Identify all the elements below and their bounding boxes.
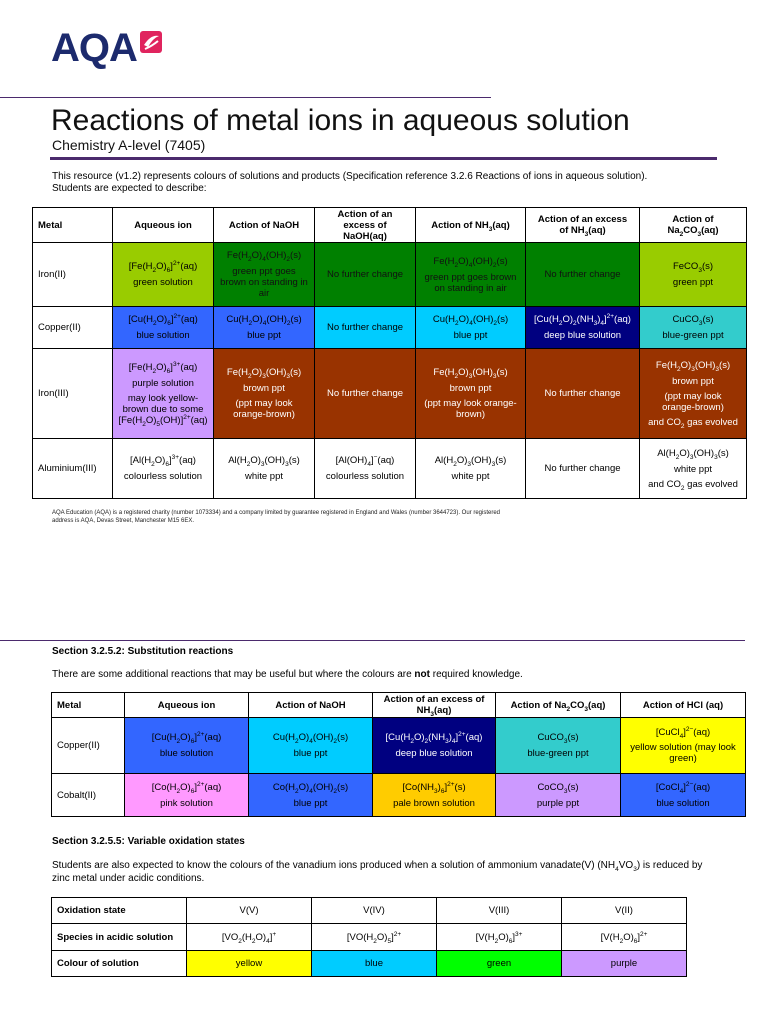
header-line: excess of <box>343 219 387 231</box>
na2co3-cell <box>496 774 621 817</box>
cell-desc: blue solution <box>656 797 710 809</box>
excess-naoh-cell: No further change <box>315 307 416 349</box>
cell-desc: white ppt <box>244 471 284 482</box>
formula: [CuCl$_4$]$^{2-}$(aq) <box>655 725 711 740</box>
formula: $[Co(NH_3)_6]^{2+}(s)$ <box>402 780 466 795</box>
table-header-row <box>33 208 747 243</box>
section-text: There are some additional reactions that may be useful but where the colours are <box>52 669 415 680</box>
oxidation-state-cell: V(IV) <box>312 898 437 924</box>
na2co3-cell <box>640 439 747 499</box>
cell-desc: pale brown solution <box>393 797 475 809</box>
substitution-table <box>51 692 746 817</box>
header-text: (aq) <box>588 699 606 711</box>
species-cell: $[V(H_2O)_6]^{3+}$ <box>437 924 562 951</box>
cell-desc: brown ppt <box>449 383 492 394</box>
cell-desc: (ppt may look <box>235 398 293 409</box>
cell-desc: green ppt goes brown <box>424 271 517 283</box>
table-row-copper-ii <box>52 718 746 774</box>
header-nh3 <box>416 208 526 243</box>
footnote-line: address is AQA, Devas Street, Manchester M15 6EX. <box>52 518 195 524</box>
formula: $[Al(H_2O)_6]^{3+}(aq)$ <box>130 453 196 468</box>
table-row-colour <box>52 951 687 977</box>
cell-desc: purple solution <box>132 377 194 389</box>
table-row-cobalt-ii <box>52 774 746 817</box>
cell-desc: blue ppt <box>293 797 328 809</box>
formula: $Cu(H_2O)_4(OH)_2(s)$ <box>226 314 302 327</box>
subscript: 2 <box>566 705 571 713</box>
cell-desc: blue ppt <box>247 330 281 341</box>
colour-cell: green <box>437 951 562 977</box>
header-metal: Metal <box>33 208 113 243</box>
header-line: Action of an excess <box>537 214 628 225</box>
excess-naoh-cell <box>315 439 416 499</box>
vanadium-table <box>51 897 687 977</box>
header-line: Action of <box>672 214 714 225</box>
header-text: Action of NH <box>431 219 489 231</box>
table-row-oxidation-state <box>52 898 687 924</box>
excess-nh3-cell: No further change <box>526 439 640 499</box>
table-row-aluminium-iii <box>33 439 747 499</box>
header-text: (aq) <box>433 705 452 716</box>
metal-ions-table <box>32 207 747 499</box>
cell-desc: deep blue solution <box>543 330 622 341</box>
colour-cell: purple <box>562 951 687 977</box>
cell-desc: orange-brown) <box>662 401 724 413</box>
cell-desc: green solution <box>133 277 193 288</box>
metal-name: Iron(III) <box>33 349 113 439</box>
cell-desc: brown ppt <box>243 383 285 394</box>
page-subtitle: Chemistry A-level (7405) <box>52 137 206 153</box>
subscript: 3 <box>633 866 637 873</box>
aqueous-ion-cell <box>125 774 249 817</box>
cell-desc: pink solution <box>160 797 213 809</box>
nh3-cell <box>416 349 526 439</box>
subscript: 3 <box>488 225 493 233</box>
excess-nh3-cell: No further change <box>526 243 640 307</box>
row-label: Oxidation state <box>52 898 187 924</box>
header-aqueous-ion: Aqueous ion <box>113 208 214 243</box>
cell-desc: brown ppt <box>672 375 714 387</box>
header-text: CO <box>570 699 585 711</box>
cell-desc: yellow solution (may look <box>630 742 736 753</box>
table-row-iron-ii <box>33 243 747 307</box>
cell-desc: white ppt <box>451 471 490 482</box>
header-metal: Metal <box>52 693 125 718</box>
header-excess-nh3 <box>526 208 640 243</box>
cell-desc: blue ppt <box>453 330 488 341</box>
na2co3-cell <box>640 349 747 439</box>
formula: $[Cu(H_2O)_2(NH_3)_4]^{2+}(aq)$ <box>534 312 631 327</box>
header-excess-naoh <box>315 208 416 243</box>
cell-desc: (ppt may look orange- <box>424 398 517 409</box>
subscript: 3 <box>584 705 589 713</box>
subscript: 3 <box>584 230 589 238</box>
table-row-copper-ii <box>33 307 747 349</box>
section-text: Students are also expected to know the colours of the vanadium ions produced when a solution of ammonium vanadate(V) (NH <box>52 860 616 871</box>
formula: $Fe(H_2O)_4(OH)_2(s)$ <box>226 250 302 263</box>
row-label: Colour of solution <box>52 951 187 977</box>
formula: $[Cu(H_2O)_2(NH_3)_4]^{2+}(aq)$ <box>385 730 483 745</box>
hcl-cell <box>621 774 746 817</box>
header-line <box>376 705 492 716</box>
naoh-cell <box>214 307 315 349</box>
metal-name: Aluminium(III) <box>33 439 113 499</box>
header-excess-nh3 <box>373 693 496 718</box>
excess-nh3-cell: No further change <box>526 349 640 439</box>
page-title: Reactions of metal ions in aqueous solution <box>51 104 630 137</box>
formula: FeCO$_3$(s) <box>672 261 714 274</box>
hcl-cell <box>621 718 746 774</box>
formula: CuCO$_3$(s) <box>537 732 579 745</box>
colour-cell: yellow <box>187 951 312 977</box>
cell-desc: air <box>258 288 270 299</box>
aqueous-ion-cell <box>113 307 214 349</box>
cell-desc: orange-brown) <box>233 409 295 420</box>
nh3-cell <box>416 439 526 499</box>
formula: $Co(H_2O)_4(OH)_2(s)$ <box>272 781 349 795</box>
section-heading-oxidation: Section 3.2.5.5: Variable oxidation states <box>52 836 245 847</box>
cell-desc: colourless solution <box>123 471 203 482</box>
cell-desc: white ppt <box>673 463 713 475</box>
header-line <box>643 225 743 236</box>
formula: $Fe(H_2O)_3(OH)_3(s)$ <box>433 367 508 380</box>
header-line: Action of an excess of <box>383 694 485 705</box>
metal-name: Copper(II) <box>33 307 113 349</box>
header-naoh: Action of NaOH <box>249 693 373 718</box>
cell-desc: green ppt <box>672 277 714 288</box>
oxidation-state-cell: V(V) <box>187 898 312 924</box>
metal-name: Copper(II) <box>52 718 125 774</box>
metal-name: Iron(II) <box>33 243 113 307</box>
nh3-cell <box>416 307 526 349</box>
table-header-row <box>52 693 746 718</box>
table-row-iron-iii <box>33 349 747 439</box>
formula: $[Cu(H_2O)_6]^{2+}(aq)$ <box>151 730 222 745</box>
cell-desc: brown on standing in <box>220 277 308 288</box>
na2co3-cell <box>640 307 747 349</box>
formula: $Fe(H_2O)_3(OH)_3(s)$ <box>655 359 731 373</box>
logo-text: AQA <box>51 25 137 70</box>
formula: $[Cu(H_2O)_6]^{2+}(aq)$ <box>128 312 198 327</box>
cell-desc: blue-green ppt <box>662 330 724 341</box>
cell-desc: (ppt may look <box>664 390 722 402</box>
emphasis-text: not <box>414 669 430 680</box>
cell-desc: green ppt goes <box>232 266 296 277</box>
cell-desc: may look yellow- <box>127 392 199 404</box>
excess-naoh-cell: No further change <box>315 243 416 307</box>
naoh-cell <box>214 439 315 499</box>
header-text: Na <box>667 225 680 236</box>
cell-desc: blue solution <box>159 748 214 759</box>
subscript: 2 <box>680 422 685 430</box>
section-heading-substitution: Section 3.2.5.2: Substitution reactions <box>52 646 234 657</box>
formula: [CoCl$_4$]$^{2-}$(aq) <box>655 780 711 795</box>
footnote <box>52 509 592 525</box>
header-naoh: Action of NaOH <box>214 208 315 243</box>
nh3-cell <box>416 243 526 307</box>
intro-line: Students are expected to describe: <box>52 183 207 194</box>
row-label: Species in acidic solution <box>52 924 187 951</box>
formula: $Fe(H_2O)_3(OH)_3(s)$ <box>226 367 302 380</box>
header-line <box>529 225 636 236</box>
species-cell: $[VO(H_2O)_5]^{2+}$ <box>312 924 437 951</box>
section-rule <box>0 640 745 641</box>
cell-desc: deep blue solution <box>395 748 473 759</box>
metal-name: Cobalt(II) <box>52 774 125 817</box>
cell-desc: green) <box>669 753 697 764</box>
cell-desc: blue-green ppt <box>527 748 589 759</box>
section-text-oxidation <box>52 859 732 885</box>
formula: $[Al(OH)_4]^-(aq)$ <box>335 453 395 468</box>
header-text: CO <box>683 225 698 236</box>
species-cell: $[VO_2(H_2O)_4]^+$ <box>187 924 312 951</box>
header-text: NH <box>416 705 431 716</box>
aqueous-ion-cell <box>125 718 249 774</box>
subscript: 2 <box>680 484 685 492</box>
excess-nh3-cell <box>526 307 640 349</box>
cell-desc: blue ppt <box>293 748 328 759</box>
aqa-logo <box>51 24 165 72</box>
naoh-cell <box>214 243 315 307</box>
table-row-species <box>52 924 687 951</box>
cell-text: gas evolved <box>684 478 738 490</box>
header-line: Action of an <box>337 208 393 220</box>
naoh-cell <box>214 349 315 439</box>
cell-desc <box>643 417 743 428</box>
subscript: 4 <box>615 866 619 873</box>
na2co3-cell <box>640 243 747 307</box>
header-text: (aq) <box>588 225 606 236</box>
header-aqueous-ion: Aqueous ion <box>125 693 249 718</box>
header-text: (aq) <box>701 225 719 236</box>
cell-desc <box>643 479 743 490</box>
formula: CuCO$_3$(s) <box>672 314 714 327</box>
formula: $Cu(H_2O)_4(OH)_2(s)$ <box>432 314 509 327</box>
oxidation-state-cell: V(III) <box>437 898 562 924</box>
section-text: VO <box>618 860 634 871</box>
cell-desc: on standing in air <box>434 282 507 294</box>
formula: $Cu(H_2O)_4(OH)_2(s)$ <box>272 732 349 745</box>
formula: $Fe(H_2O)_4(OH)_2(s)$ <box>433 255 508 269</box>
formula: $[Fe(H_2O)_5(OH)]^{2+}(aq)$ <box>118 413 208 428</box>
formula: $Al(H_2O)_3(OH)_3(s)$ <box>657 447 729 461</box>
section-line: zinc metal under acidic conditions. <box>52 873 205 884</box>
aqueous-ion-cell <box>113 243 214 307</box>
cell-desc: brown) <box>455 409 486 420</box>
section-text-substitution <box>52 669 523 680</box>
intro-text <box>52 171 712 195</box>
naoh-cell <box>249 718 373 774</box>
formula: $Al(H_2O)_3(OH)_3(s)$ <box>434 455 507 468</box>
excess-nh3-cell <box>373 718 496 774</box>
excess-nh3-cell <box>373 774 496 817</box>
section-text: ) is reduced by <box>636 860 703 871</box>
header-na2co3 <box>496 693 621 718</box>
species-cell: $[V(H_2O)_6]^{2+}$ <box>562 924 687 951</box>
na2co3-cell <box>496 718 621 774</box>
cell-text: and CO <box>648 416 681 428</box>
section-text: required knowledge. <box>429 669 523 680</box>
intro-line: This resource (v1.2) represents colours of solutions and products (Specification reference 3.2.6 Reactions of ions in aqueous solution). <box>52 171 648 182</box>
header-text: (aq) <box>492 219 510 231</box>
cell-desc: colourless solution <box>325 471 405 482</box>
title-rule <box>50 157 717 160</box>
subscript: 2 <box>679 230 684 238</box>
header-line: NaOH(aq) <box>343 230 387 242</box>
formula: $[Fe(H_2O)_6]^{3+}(aq)$ <box>128 360 198 375</box>
subscript: 3 <box>697 230 702 238</box>
header-na2co3 <box>640 208 747 243</box>
formula: $[Co(H_2O)_6]^{2+}(aq)$ <box>151 780 222 795</box>
header-hcl: Action of HCl (aq) <box>621 693 746 718</box>
footnote-line: AQA Education (AQA) is a registered charity (number 1073334) and a company limited by guarantee registered in England and Wales (number 3644723). Our registered <box>52 510 501 516</box>
aqueous-ion-cell <box>113 439 214 499</box>
header-text: of NH <box>559 225 585 236</box>
excess-naoh-cell: No further change <box>315 349 416 439</box>
cell-text: and CO <box>648 478 681 490</box>
header-text: Action of Na <box>510 699 567 711</box>
logo-swoosh-icon <box>139 30 165 56</box>
cell-desc: purple ppt <box>536 797 580 809</box>
naoh-cell <box>249 774 373 817</box>
colour-cell: blue <box>312 951 437 977</box>
section-line <box>52 859 732 872</box>
aqueous-ion-cell <box>113 349 214 439</box>
formula: $[Fe(H_2O)_6]^{2+}(aq)$ <box>128 259 198 274</box>
formula: CoCO$_3$(s) <box>537 781 579 795</box>
formula: $Al(H_2O)_3(OH)_3(s)$ <box>228 455 300 468</box>
cell-text: gas evolved <box>684 416 738 428</box>
cell-desc: blue solution <box>136 330 190 341</box>
subscript: 3 <box>430 710 434 718</box>
oxidation-state-cell: V(II) <box>562 898 687 924</box>
cell-desc: brown due to some <box>122 403 204 415</box>
header-rule <box>0 97 491 98</box>
